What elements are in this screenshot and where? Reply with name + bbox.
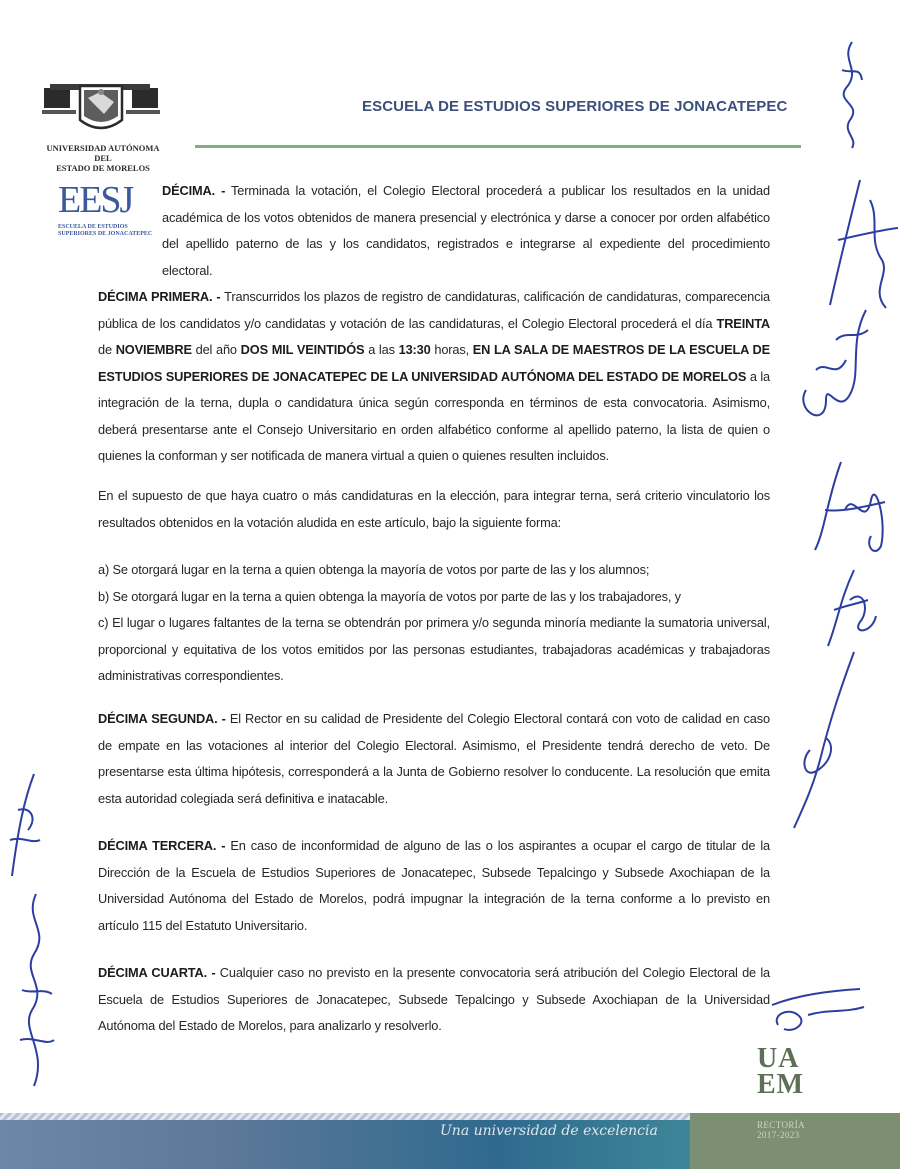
uaem-footer-logo-line1: UA xyxy=(757,1043,800,1074)
clause-heading: DÉCIMA TERCERA. - xyxy=(98,838,226,853)
rectoria-line2: 2017-2023 xyxy=(757,1130,800,1140)
clause-text: a las xyxy=(364,342,399,357)
uaem-footer-logo-line2: EM xyxy=(757,1069,805,1100)
signature-left-1 xyxy=(4,770,44,880)
clause-text: a la integración de la terna, dupla o candidatura única según corresponda en términos de esta convocatoria. Asimismo, deberá presentarse ante el Consejo Universitario en orden alfabético conforme al apellido paterno, la lista de quien o quienes la conforman y ser notificada de manera virtual a quien o quienes resulten incluidos. xyxy=(98,368,770,463)
institution-name-line1: UNIVERSIDAD AUTÓNOMA DEL xyxy=(46,143,160,163)
signature-right-1 xyxy=(820,180,900,310)
clause-text: El Rector en su calidad de Presidente del Colegio Electoral contará con voto de calidad en caso de empate en las votaciones al interior del Colegio Electoral. Asimismo, el Presidente tendrá derecho de veto. De presentarse esta última hipótesis, corresponderá a la Junta de Gobierno resolver lo conducente. La resolución que emita esta autoridad colegiada será definitiva e inatacable. xyxy=(98,711,770,806)
signature-right-4 xyxy=(820,560,880,650)
time: 13:30 xyxy=(398,342,431,357)
rectoria-line1: RECTORÍA xyxy=(757,1120,806,1130)
institution-name-line2: ESTADO DE MORELOS xyxy=(56,163,150,173)
clause-text: del año xyxy=(191,342,241,357)
signature-right-5 xyxy=(790,650,860,830)
date-day: TREINTA xyxy=(716,315,770,331)
header-divider xyxy=(195,145,801,148)
clause-decima-cuarta xyxy=(98,960,770,1040)
clause-text: de xyxy=(98,342,116,357)
clause-decima-tercera xyxy=(98,833,770,939)
clause-text: Transcurridos los plazos de registro de candidaturas, calificación de candidaturas, comparecencia pública de los candidatos y/o candidatas y votación de las candidaturas, el Colegio Electoral procederá el día xyxy=(98,289,771,331)
clause-text: Terminada la votación, el Colegio Electoral procederá a publicar los resultados en la unidad académica de los votos obtenidos de manera presencial y electrónica y darse a conocer por orden alfabético del apellido paterno de las y los candidatos, registrados e integrarse al expediente del procedimiento electoral. xyxy=(162,183,770,278)
clause-decima-primera xyxy=(98,284,770,470)
eesj-logo-caption-line2: SUPERIORES DE JONACATEPEC xyxy=(58,231,153,237)
clause-heading: DÉCIMA CUARTA. - xyxy=(98,965,216,980)
uaem-crest-logo xyxy=(36,78,166,142)
list-item: b) Se otorgará lugar en la terna a quien obtenga la mayoría de votos por parte de las y los trabajadores, y xyxy=(98,588,681,604)
eesj-logo: EESJ xyxy=(58,179,133,221)
date-month: NOVIEMBRE xyxy=(115,342,192,357)
date-year: DOS MIL VEINTIDÓS xyxy=(240,342,365,357)
clause-text: En caso de inconformidad de alguno de las o los aspirantes a ocupar el cargo de titular de la Dirección de la Escuela de Estudios Superiores de Jonacatepec, Subsede Tepalcingo y Subsede Axochiapan de la Universidad Autónoma del Estado de Morelos, podrá impugnar la integración de la terna conforme a lo previsto en artículo 115 del Estatuto Universitario. xyxy=(98,838,770,933)
signature-top-right xyxy=(832,40,872,150)
school-title: ESCUELA DE ESTUDIOS SUPERIORES DE JONACATEPEC xyxy=(362,98,788,115)
signature-left-2 xyxy=(14,890,60,1090)
list-item: a) Se otorgará lugar en la terna a quien obtenga la mayoría de votos por parte de las y los alumnos; xyxy=(98,562,650,577)
eesj-logo-caption-line1: ESCUELA DE ESTUDIOS xyxy=(58,224,128,230)
list-item: c) El lugar o lugares faltantes de la terna se obtendrán por primera y/o segunda minoría mediante la sumatoria universal, proporcional y equitativa de los votos emitidos por las personas estudiantes, trabajadoras académicas y trabajadoras administrativas correspondientes. xyxy=(98,615,770,683)
supuesto-paragraph: En el supuesto de que haya cuatro o más candidaturas en la elección, para integrar terna, será criterio vinculatorio los resultados obtenidos en la votación aludida en este artículo, bajo la siguiente forma: xyxy=(98,488,770,530)
clause-text: horas, xyxy=(430,342,473,357)
footer-motto: Una universidad de excelencia xyxy=(440,1123,658,1139)
institution-name xyxy=(38,143,168,173)
clause-heading: DÉCIMA SEGUNDA. - xyxy=(98,711,226,726)
signature-right-3 xyxy=(805,450,890,560)
signature-right-2 xyxy=(796,300,876,430)
eesj-logo-caption xyxy=(58,224,158,238)
clause-text: Cualquier caso no previsto en la presente convocatoria será atribución del Colegio Electoral de la Escuela de Estudios Superiores de Jonacatepec, Subsede Tepalcingo y Subsede Axochiapan de la Universidad Autónoma del Estado de Morelos, para analizarlo y resolverlo. xyxy=(98,965,770,1033)
place: EN LA SALA DE MAESTROS DE LA ESCUELA DE ESTUDIOS SUPERIORES DE JONACATEPEC DE LA UNIVERSIDAD AUTÓNOMA DEL ESTADO DE MORELOS xyxy=(98,342,771,384)
signature-right-6 xyxy=(768,985,868,1035)
rectoria-label xyxy=(757,1120,805,1140)
uaem-footer-logo xyxy=(757,1043,805,1100)
clause-decima-segunda xyxy=(98,706,770,812)
clause-heading: DÉCIMA. - xyxy=(162,183,226,198)
criteria-list xyxy=(98,557,770,690)
clause-decima xyxy=(162,178,770,284)
clause-heading: DÉCIMA PRIMERA. - xyxy=(98,289,221,304)
